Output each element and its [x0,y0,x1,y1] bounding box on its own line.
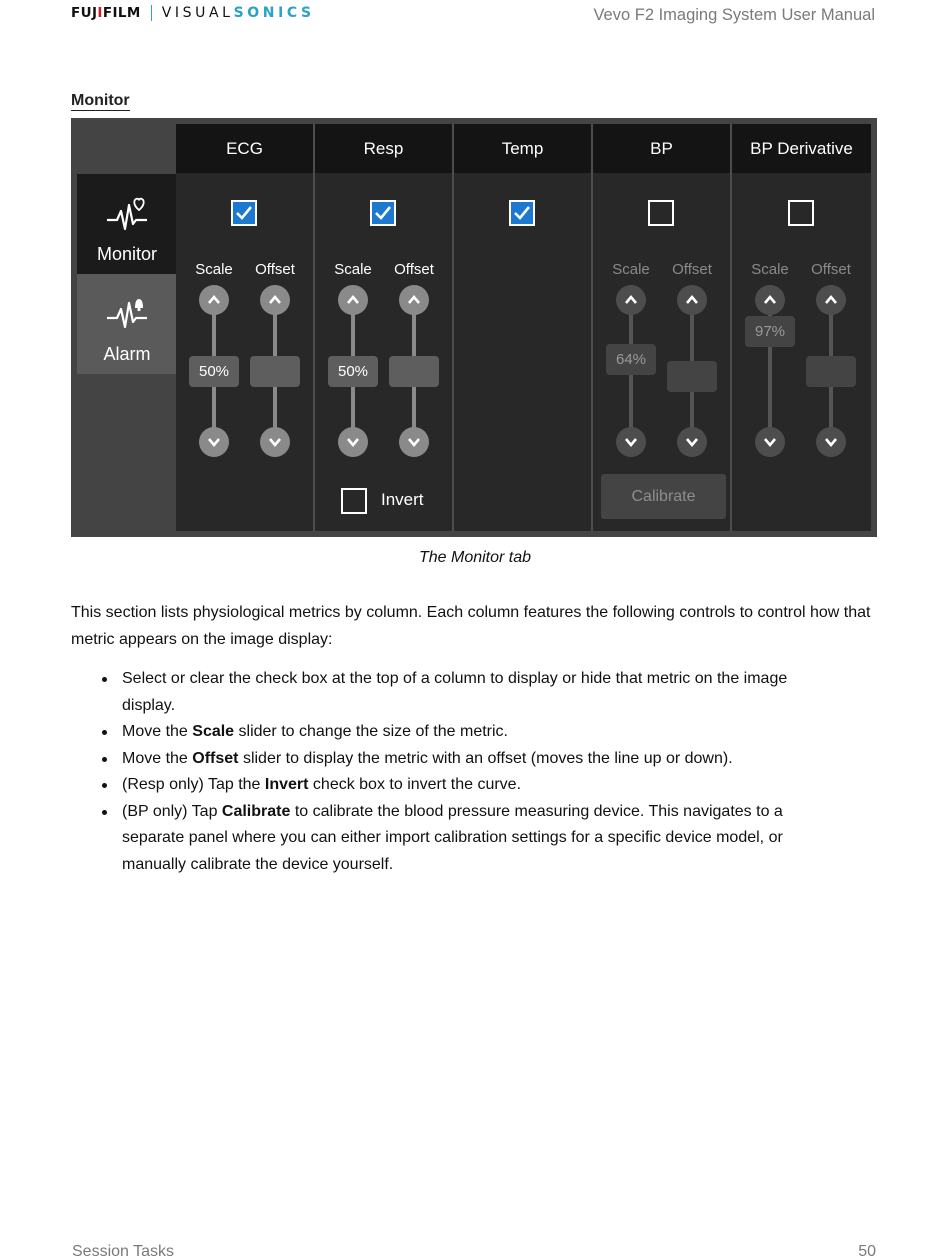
bp-derivative-offset-down-button[interactable] [816,427,846,457]
bp-offset-down-button[interactable] [677,427,707,457]
column-ecg [176,124,313,531]
manual-title: Vevo F2 Imaging System User Manual [593,6,875,24]
column-header-bp-derivative: BP Derivative [732,124,871,173]
list-item: Move the Scale slider to change the size of the metric. [102,719,842,746]
intro-paragraph: This section lists physiological metrics by column. Each column features the following controls to control how that metric appears on the image display: [71,604,871,648]
bp-scale-label: Scale [612,261,650,278]
bullet-dot [102,677,107,682]
resp-scale-up-button[interactable] [338,285,368,315]
metric-columns-grid [176,124,871,531]
ecg-scale-down-button[interactable] [199,427,229,457]
resp-offset-up-button[interactable] [399,285,429,315]
chevron-up-icon [685,293,699,307]
bp-derivative-scale-down-button[interactable] [755,427,785,457]
chevron-up-icon [624,293,638,307]
resp-offset-label: Offset [394,261,434,278]
ecg-offset-thumb[interactable] [250,356,300,387]
bp-derivative-checkbox[interactable] [788,200,814,226]
resp-offset-down-button[interactable] [399,427,429,457]
bp-checkbox[interactable] [648,200,674,226]
bp-scale-thumb[interactable]: 64% [606,344,656,375]
column-bp [593,124,730,531]
bp-derivative-scale-up-button[interactable] [755,285,785,315]
column-temp [454,124,591,531]
bp-scale-down-button[interactable] [616,427,646,457]
bp-scale-up-button[interactable] [616,285,646,315]
chevron-up-icon [207,293,221,307]
side-tab-alarm-label: Alarm [103,344,151,364]
resp-scale-thumb[interactable]: 50% [328,356,378,387]
resp-checkbox[interactable] [370,200,396,226]
chevron-up-icon [824,293,838,307]
list-item: (Resp only) Tap the Invert check box to invert the curve. [102,772,842,799]
chevron-up-icon [268,293,282,307]
heartbeat-heart-icon [106,196,148,234]
logo-fujifilm-text: FUJIFILM [71,5,141,21]
bullet-dot [102,810,107,815]
ecg-offset-up-button[interactable] [260,285,290,315]
figure-caption: The Monitor tab [418,549,532,566]
chevron-down-icon [763,435,777,449]
ecg-scale-thumb[interactable]: 50% [189,356,239,387]
column-header-resp: Resp [315,124,452,173]
column-resp [315,124,452,531]
fujifilm-visualsonics-logo [71,4,315,22]
bp-derivative-scale-thumb[interactable]: 97% [745,316,795,347]
side-tab-alarm[interactable] [77,274,177,374]
logo-visualsonics-text: VISUALSONICS [161,5,315,21]
chevron-down-icon [268,435,282,449]
ecg-scale-label: Scale [195,261,233,278]
column-header-ecg: ECG [176,124,313,173]
monitor-panel [71,118,877,537]
calibrate-button[interactable]: Calibrate [601,474,726,519]
footer-section-name: Session Tasks [72,1243,174,1260]
chevron-down-icon [624,435,638,449]
bullet-dot [102,730,107,735]
resp-offset-thumb[interactable] [389,356,439,387]
chevron-down-icon [207,435,221,449]
ecg-checkbox[interactable] [231,200,257,226]
bp-derivative-offset-up-button[interactable] [816,285,846,315]
bp-derivative-offset-thumb[interactable] [806,356,856,387]
invert-checkbox[interactable] [341,488,367,514]
logo-divider [151,5,152,21]
list-item: Select or clear the check box at the top of a column to display or hide that metric on the image display. [102,666,842,719]
bullet-dot [102,757,107,762]
chevron-up-icon [763,293,777,307]
chevron-down-icon [407,435,421,449]
list-item: Move the Offset slider to display the metric with an offset (moves the line up or down). [102,746,842,773]
column-header-bp: BP [593,124,730,173]
chevron-up-icon [407,293,421,307]
controls-bullet-list [102,666,842,878]
chevron-down-icon [824,435,838,449]
bp-offset-label: Offset [672,261,712,278]
footer-page-number: 50 [858,1243,876,1260]
side-tab-monitor-label: Monitor [96,244,158,264]
chevron-down-icon [346,435,360,449]
bp-derivative-offset-label: Offset [811,261,851,278]
resp-scale-label: Scale [334,261,372,278]
column-bp-derivative [732,124,871,531]
temp-checkbox[interactable] [509,200,535,226]
invert-label: Invert [381,490,424,509]
ecg-scale-up-button[interactable] [199,285,229,315]
chevron-down-icon [685,435,699,449]
check-icon [235,204,253,222]
ecg-offset-down-button[interactable] [260,427,290,457]
bp-offset-up-button[interactable] [677,285,707,315]
side-tab-monitor[interactable] [77,174,177,274]
bullet-dot [102,783,107,788]
check-icon [513,204,531,222]
resp-scale-down-button[interactable] [338,427,368,457]
chevron-up-icon [346,293,360,307]
bp-offset-thumb[interactable] [667,361,717,392]
check-icon [374,204,392,222]
heartbeat-bell-icon [106,294,148,332]
ecg-offset-label: Offset [255,261,295,278]
column-header-temp: Temp [454,124,591,173]
section-title: Monitor [71,92,130,109]
bp-derivative-scale-label: Scale [751,261,789,278]
list-item: (BP only) Tap Calibrate to calibrate the blood pressure measuring device. This navigates to a separate panel where you can either import calibration settings for a specific device model, or manually calibrate the device yourself. [102,799,842,879]
